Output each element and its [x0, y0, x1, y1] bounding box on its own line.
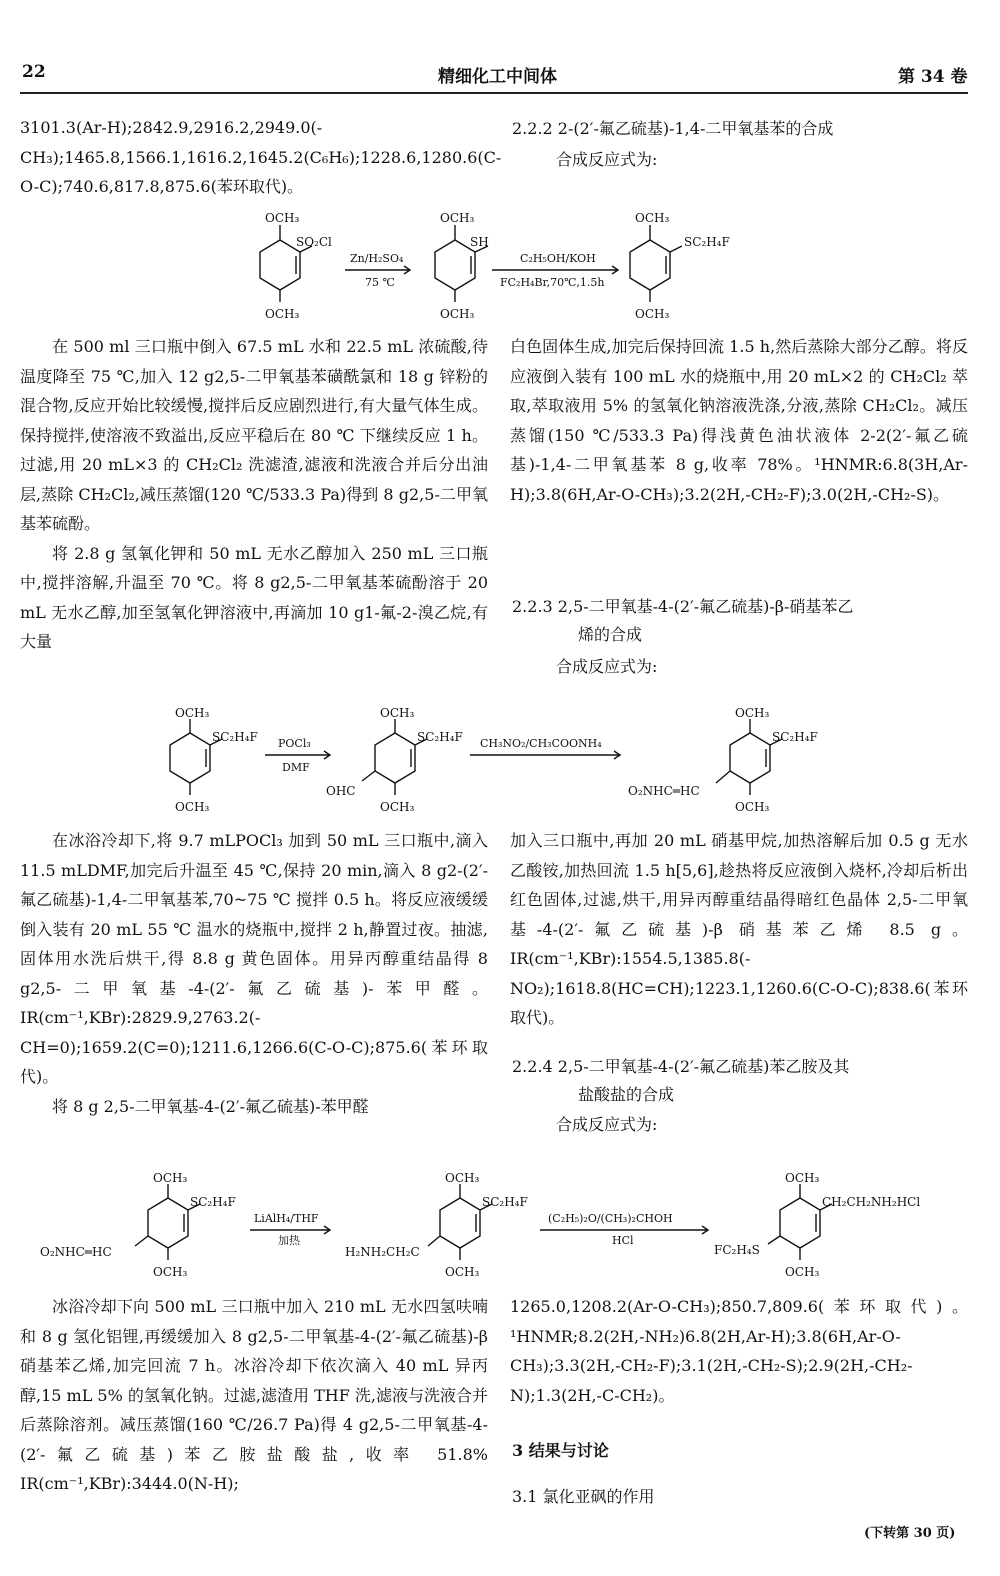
equation-label: 合成反应式为:: [556, 657, 658, 676]
section-heading: 3 结果与讨论: [512, 1441, 609, 1460]
formula-text: OCH₃: [785, 1265, 820, 1279]
formula-text: SH: [470, 235, 489, 249]
formula-text: OCH₃: [380, 706, 415, 720]
formula-text: SC₂H₄F: [417, 730, 463, 744]
section-heading: 2.2.4 2,5-二甲氧基-4-(2′-氟乙硫基)苯乙胺及其: [512, 1057, 850, 1076]
section-heading: 2.2.3 2,5-二甲氧基-4-(2′-氟乙硫基)-β-硝基苯乙: [512, 597, 854, 616]
reagent-label: (C₂H₅)₂O/(CH₃)₂CHOH: [548, 1212, 673, 1225]
section-heading: 盐酸盐的合成: [578, 1085, 675, 1104]
formula-text: OCH₃: [445, 1265, 480, 1279]
formula-text: O₂NHC═HC: [628, 784, 700, 798]
formula-text: OCH₃: [635, 211, 670, 225]
formula-text: SC₂H₄F: [190, 1195, 236, 1209]
section-heading: 3.1 氯化亚砜的作用: [512, 1487, 655, 1506]
page-number: 22: [22, 62, 46, 82]
formula-text: OCH₃: [735, 800, 770, 814]
formula-text: OCH₃: [735, 706, 770, 720]
reagent-label: CH₃NO₂/CH₃COONH₄: [480, 737, 602, 750]
section-heading: 2.2.2 2-(2′-氟乙硫基)-1,4-二甲氧基苯的合成: [512, 119, 834, 138]
journal-title: 精细化工中间体: [438, 67, 557, 87]
formula-text: OCH₃: [175, 706, 210, 720]
continued-note: (下转第 30 页): [864, 1526, 956, 1541]
formula-text: SC₂H₄F: [212, 730, 258, 744]
reagent-label: POCl₃: [278, 737, 311, 750]
paragraph: 1265.0,1208.2(Ar-O-CH₃);850.7,809.6(苯环取代)。¹HNMR;8.2(2H,-NH₂)6.8(2H,Ar-H);3.8(6H,Ar-O-CH₃);3.3(2H,-CH₂-F);3.1(2H,-CH₂-S);2.9(2H,-CH₂-N);1.3(2H,-C-CH₂)。: [510, 1297, 968, 1405]
formula-text: OCH₃: [440, 307, 475, 321]
paragraph: 3101.3(Ar-H);2842.9,2916.2,2949.0(-CH₃);1465.8,1566.1,1616.2,1645.2(C₆H₆);1228.6,1280.6(C-O-C);740.6,817.8,875.6(苯环取代)。: [20, 118, 502, 196]
formula-text: SC₂H₄F: [772, 730, 818, 744]
paragraph: 冰浴冷却下向 500 mL 三口瓶中加入 210 mL 无水四氢呋喃和 8 g 氢化铝锂,再缓缓加入 8 g2,5-二甲氧基-4-(2′-氟乙硫基)-β 硝基苯乙烯,加完回流 7 h。冰浴冷却下依次滴入 40 mL 异丙醇,15 mL 5% 的氢氧化钠。过滤,滤渣用 THF 洗,滤液与洗液合并后蒸除溶剂。减压蒸馏(160 ℃/26.7 Pa)得 4 g2,5-二甲氧基-4-(2′-氟乙硫基)苯乙胺盐酸盐,收率 51.8% IR(cm⁻¹,KBr):3444.0(N-H);: [20, 1297, 488, 1493]
reagent-label: LiAlH₄/THF: [254, 1212, 319, 1225]
condition-label: DMF: [282, 761, 310, 774]
formula-text: OCH₃: [785, 1171, 820, 1185]
formula-text: H₂NH₂CH₂C: [345, 1245, 420, 1259]
formula-text: OCH₃: [380, 800, 415, 814]
reaction-scheme-1: [230, 210, 790, 330]
equation-label: 合成反应式为:: [556, 1115, 658, 1134]
reagent-label: C₂H₅OH/KOH: [520, 252, 596, 265]
formula-text: SC₂H₄F: [684, 235, 730, 249]
formula-text: OCH₃: [635, 307, 670, 321]
formula-text: OCH₃: [440, 211, 475, 225]
formula-text: FC₂H₄S: [714, 1243, 760, 1257]
formula-text: O₂NHC═HC: [40, 1245, 112, 1259]
condition-label: 75 ℃: [365, 276, 395, 289]
header-rule: [20, 92, 968, 94]
formula-text: SC₂H₄F: [482, 1195, 528, 1209]
condition-label: FC₂H₄Br,70℃,1.5h: [500, 276, 605, 289]
paragraph: 在 500 ml 三口瓶中倒入 67.5 mL 水和 22.5 mL 浓硫酸,待温度降至 75 ℃,加入 12 g2,5-二甲氧基苯磺酰氯和 18 g 锌粉的混合物,反应开始比较缓慢,搅拌后反应剧烈进行,有大量气体生成。保持搅拌,使溶液不致溢出,反应平稳后在 80 ℃ 下继续反应 1 h。过滤,用 20 mL×3 的 CH₂Cl₂ 洗滤渣,滤液和洗液合并后分出油层,蒸除 CH₂Cl₂,减压蒸馏(120 ℃/533.3 Pa)得到 8 g2,5-二甲氧基苯硫酚。 将 2.8 g 氢氧化钾和 50 mL 无水乙醇加入 250 mL 三口瓶中,搅拌溶解,升温至 70 ℃。将 8 g2,5-二甲氧基苯硫酚溶于 20 mL 无水乙醇,加至氢氧化钾溶液中,再滴加 10 g1-氟-2-溴乙烷,有大量: [20, 337, 488, 651]
formula-text: SO₂Cl: [296, 235, 332, 249]
formula-text: OHC: [326, 784, 356, 798]
volume-label: 第 34 卷: [898, 67, 968, 87]
paragraph: 在冰浴冷却下,将 9.7 mLPOCl₃ 加到 50 mL 三口瓶中,滴入 11.5 mLDMF,加完后升温至 45 ℃,保持 20 min,滴入 8 g2-(2′-氟乙硫基)-1,4-二甲氧基苯,70~75 ℃ 搅拌 0.5 h。将反应液缓缓倒入装有 20 mL 55 ℃ 温水的烧瓶中,搅拌 2 h,静置过夜。抽滤,固体用水洗后烘干,得 8.8 g 黄色固体。用异丙醇重结晶得 8 g2,5-二甲氧基-4-(2′-氟乙硫基)-苯甲醛。IR(cm⁻¹,KBr):2829.9,2763.2(-CH=0);1659.2(C=0);1211.6,1266.6(C-O-C);875.6(苯环取代)。 将 8 g 2,5-二甲氧基-4-(2′-氟乙硫基)-苯甲醛: [20, 831, 488, 1116]
formula-text: OCH₃: [265, 211, 300, 225]
reaction-scheme-2: [150, 705, 870, 825]
condition-label: 加热: [278, 1234, 300, 1247]
formula-text: CH₂CH₂NH₂HCl: [822, 1195, 921, 1209]
formula-text: OCH₃: [265, 307, 300, 321]
reagent-label: Zn/H₂SO₄: [350, 252, 404, 265]
formula-text: OCH₃: [175, 800, 210, 814]
paragraph: 加入三口瓶中,再加 20 mL 硝基甲烷,加热溶解后加 0.5 g 无水乙酸铵,加热回流 1.5 h[5,6],趁热将反应液倒入烧杯,冷却后析出红色固体,过滤,烘干,用异丙醇重结晶得暗红色晶体 2,5-二甲氧基-4-(2′-氟乙硫基)-β 硝基苯乙烯 8.5 g。IR(cm⁻¹,KBr):1554.5,1385.8(-NO₂);1618.8(HC=CH);1223.1,1260.6(C-O-C);838.6(苯环取代)。: [510, 831, 968, 1027]
equation-label: 合成反应式为:: [556, 150, 658, 169]
formula-text: OCH₃: [153, 1265, 188, 1279]
section-heading: 烯的合成: [578, 625, 643, 644]
reaction-scheme-3: [40, 1170, 970, 1290]
formula-text: OCH₃: [445, 1171, 480, 1185]
condition-label: HCl: [612, 1234, 634, 1247]
paragraph: 白色固体生成,加完后保持回流 1.5 h,然后蒸除大部分乙醇。将反应液倒入装有 100 mL 水的烧瓶中,用 20 mL×2 的 CH₂Cl₂ 萃取,萃取液用 5% 的氢氧化钠溶液洗涤,分液,蒸除 CH₂Cl₂。减压蒸馏(150 ℃/533.3 Pa)得浅黄色油状液体 2-2(2′-氟乙硫基)-1,4-二甲氧基苯 8 g,收率 78%。¹HNMR:6.8(3H,Ar-H);3.8(6H,Ar-O-CH₃);3.2(2H,-CH₂-F);3.0(2H,-CH₂-S)。: [510, 337, 968, 504]
formula-text: OCH₃: [153, 1171, 188, 1185]
